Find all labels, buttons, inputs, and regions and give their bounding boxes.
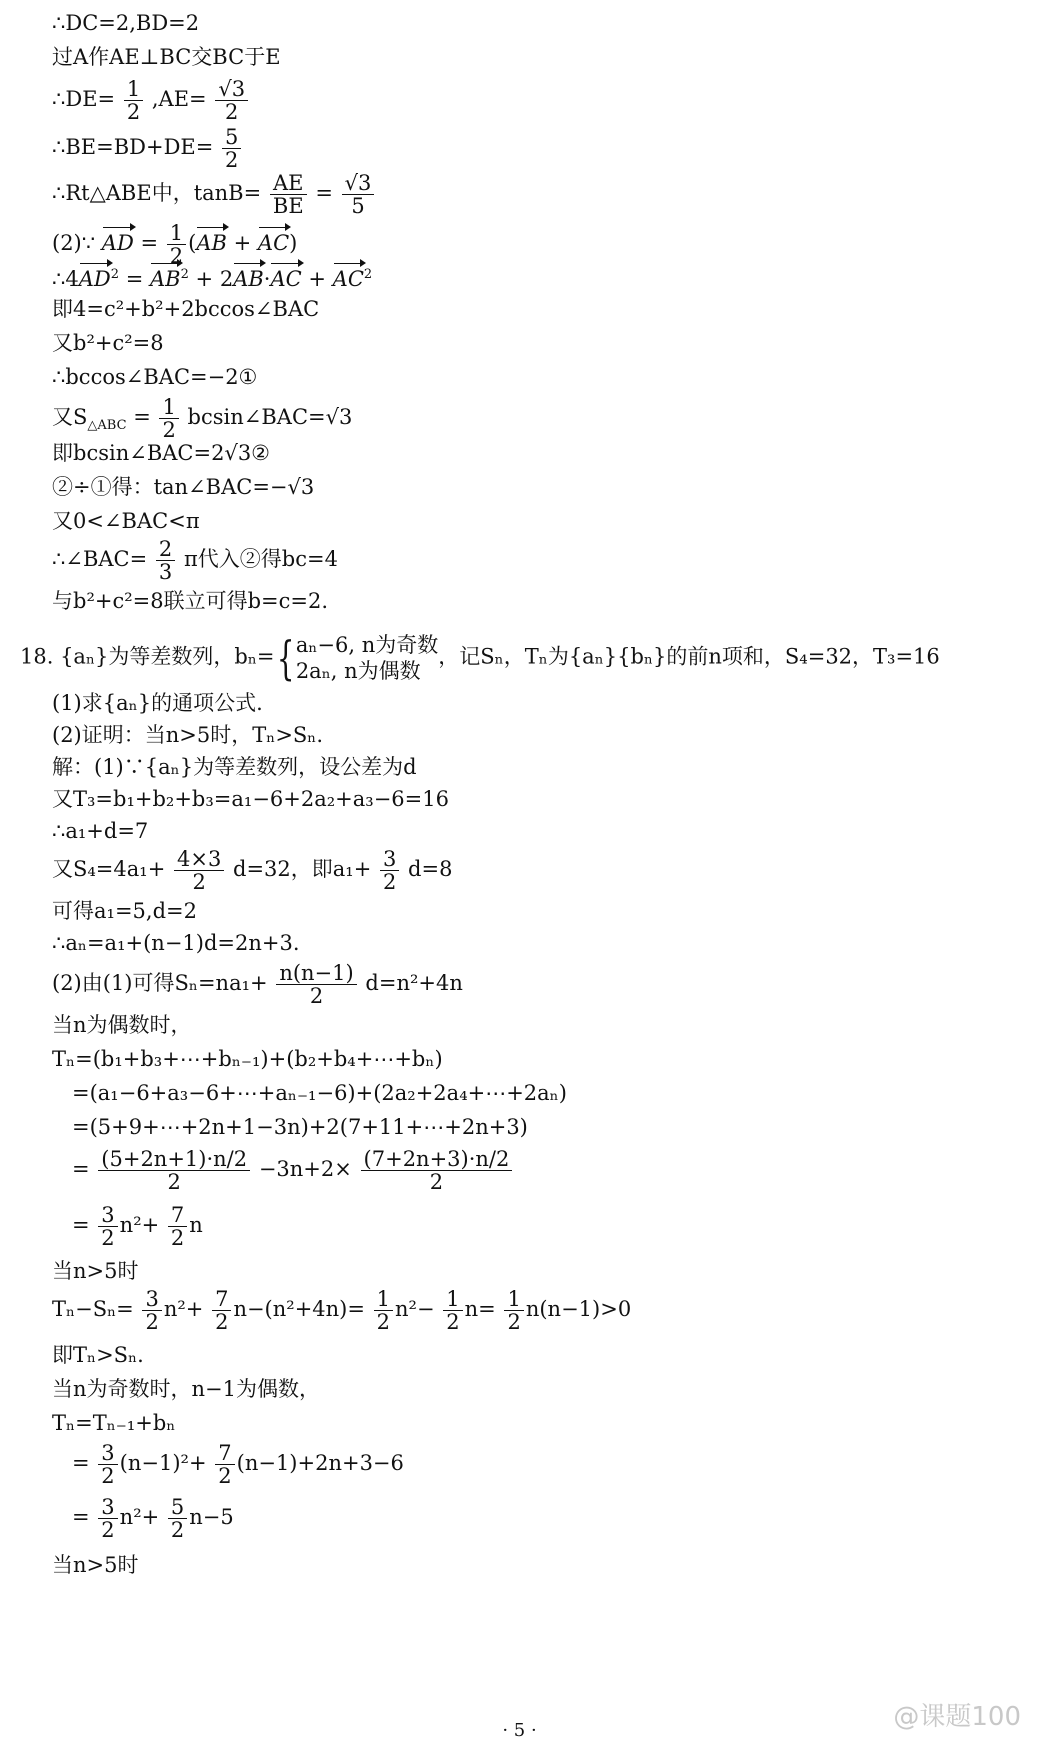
solution-line: ∴a₁+d=7 [52, 819, 149, 843]
solution-line: (2)由(1)可得Sₙ=na₁+ $\frac{n(n-1)}{2}$ d=n²+4n [52, 961, 463, 1008]
solution-line: = $\frac{3}{2}$ n²+ $\frac{7}{2}$ n [72, 1203, 203, 1250]
solution-line: Tₙ−Sₙ= $\frac{3}{2}$ n²+ $\frac{7}{2}$ n−(n²+4n)= $\frac{1}{2}$ n²− $\frac{1}{2}$ n= $\frac{1}{2}$ n(n−1)>0 [52, 1287, 632, 1334]
fraction: $\frac{7}{2}$ [212, 1288, 231, 1333]
line-area: 又$S_{\triangle ABC}$ = $\frac{1}{2}$ bcsin∠BAC=√3 [52, 395, 353, 442]
solution-line: =(a₁−6+a₃−6+⋯+aₙ₋₁−6)+(2a₂+2a₄+⋯+2aₙ) [72, 1081, 567, 1105]
fraction: $\frac{1}{2}$ [167, 222, 186, 267]
fraction: $\frac{√3}{2}$ [215, 78, 248, 123]
solution-line: 解：(1)∵{aₙ}为等差数列，设公差为d [52, 755, 417, 779]
line-dc-bd: ∴DC=2,BD=2 [52, 11, 200, 35]
fraction: $\frac{1}{2}$ [504, 1288, 523, 1333]
solution-line: ∴aₙ=a₁+(n−1)d=2n+3. [52, 931, 300, 955]
line-vector-square: $\therefore 4AD^2 = AB^2 + 2AB\cdot AC + AC^2$ [52, 267, 373, 291]
line-cos-law: 即4=c²+b²+2bccos∠BAC [52, 297, 320, 321]
fraction: $\frac{1}{2}$ [443, 1288, 462, 1333]
question-part2: (2)证明：当n>5时，Tₙ>Sₙ. [52, 723, 324, 747]
fraction: $\frac{√3}{5}$ [342, 172, 375, 217]
line-angle: ∴∠BAC= $\frac{2}{3}$ π代入②得bc=4 [52, 537, 338, 584]
fraction: $\frac{7}{2}$ [168, 1204, 187, 1249]
line-tan: ②÷①得：tan∠BAC=−√3 [52, 475, 315, 499]
fraction: $\frac{n(n-1)}{2}$ [276, 962, 356, 1007]
line-range: 又0<∠BAC<π [52, 509, 200, 533]
line-b2c2: 又b²+c²=8 [52, 331, 164, 355]
solution-line: 即Tₙ>Sₙ. [52, 1343, 144, 1367]
solution-line: 当n>5时 [52, 1259, 139, 1283]
fraction: $\frac{3}{2}$ [98, 1442, 117, 1487]
line-vector-ad: (2)∵ AD = $\frac{1}{2}$ (AB + AC) [52, 221, 298, 268]
solution-line: 又T₃=b₁+b₂+b₃=a₁−6+2a₂+a₃−6=16 [52, 787, 449, 811]
question-part1: (1)求{aₙ}的通项公式. [52, 691, 263, 715]
line-ae-perp: 过A作AE⊥BC交BC于E [52, 45, 281, 69]
line-be: ∴BE=BD+DE= $\frac{5}{2}$ [52, 126, 243, 171]
solution-line: Tₙ=Tₙ₋₁+bₙ [52, 1411, 176, 1435]
solution-line: 又S₄=4a₁+ $\frac{4\times 3}{2}$ d=32，即a₁+ $\frac{3}{2}$ d=8 [52, 847, 453, 894]
solution-line: 当n为奇数时，n−1为偶数， [52, 1377, 321, 1401]
fraction: $\frac{(5+2n+1)\cdot n/2}{2}$ [98, 1148, 250, 1193]
solution-line: = $\frac{3}{2}$ (n−1)²+ $\frac{7}{2}$ (n−1)+2n+3−6 [72, 1441, 404, 1488]
line-bcsin: 即bcsin∠BAC=2√3② [52, 441, 271, 465]
fraction: $\frac{2}{3}$ [156, 538, 175, 583]
solution-line: = $\frac{(5+2n+1)\cdot n/2}{2}$ −3n+2× $\frac{(7+2n+3)\cdot n/2}{2}$ [72, 1148, 514, 1193]
fraction: $\frac{5}{2}$ [168, 1496, 187, 1541]
page-number: · 5 · [502, 1720, 537, 1741]
fraction: $\frac{3}{2}$ [142, 1288, 161, 1333]
solution-line: Tₙ=(b₁+b₃+⋯+bₙ₋₁)+(b₂+b₄+⋯+bₙ) [52, 1047, 443, 1071]
line-de-ae: ∴DE= $\frac{1}{2}$ ,AE= $\frac{√3}{2}$ [52, 78, 250, 123]
fraction: $\frac{1}{2}$ [124, 78, 143, 123]
fraction: $\frac{7}{2}$ [215, 1442, 234, 1487]
line-bccos: ∴bccos∠BAC=−2① [52, 365, 258, 389]
fraction: $\frac{5}{2}$ [222, 126, 241, 171]
fraction: $\frac{(7+2n+3)\cdot n/2}{2}$ [361, 1148, 513, 1193]
solution-line: 当n>5时 [52, 1553, 139, 1577]
brace: { [276, 631, 294, 685]
solution-line: =(5+9+⋯+2n+1−3n)+2(7+11+⋯+2n+3) [72, 1115, 528, 1139]
fraction: $\frac{3}{2}$ [380, 848, 399, 893]
fraction: $\frac{1}{2}$ [159, 396, 178, 441]
fraction: $\frac{AE}{BE}$ [270, 172, 307, 217]
question-18: 18. {aₙ}为等差数列，bₙ={ aₙ−6, n为奇数 2aₙ, n为偶数 ，记Sₙ，Tₙ为{aₙ}{bₙ}的前n项和，S₄=32，T₃=16 [20, 631, 940, 685]
solution-line: 可得a₁=5,d=2 [52, 899, 197, 923]
watermark: @课题100 [893, 1702, 1021, 1732]
fraction: $\frac{3}{2}$ [98, 1496, 117, 1541]
line-tanb: ∴Rt△ABE中，tanB= $\frac{AE}{BE}$ = $\frac{√3}{5}$ [52, 172, 376, 217]
piecewise-cases: aₙ−6, n为奇数 2aₙ, n为偶数 [295, 633, 439, 683]
fraction: $\frac{1}{2}$ [374, 1288, 393, 1333]
solution-line: 当n为偶数时， [52, 1013, 192, 1037]
solution-line: = $\frac{3}{2}$ n²+ $\frac{5}{2}$ n−5 [72, 1495, 234, 1542]
line-result: 与b²+c²=8联立可得b=c=2. [52, 589, 329, 613]
fraction: $\frac{4\times 3}{2}$ [174, 848, 224, 893]
fraction: $\frac{3}{2}$ [98, 1204, 117, 1249]
